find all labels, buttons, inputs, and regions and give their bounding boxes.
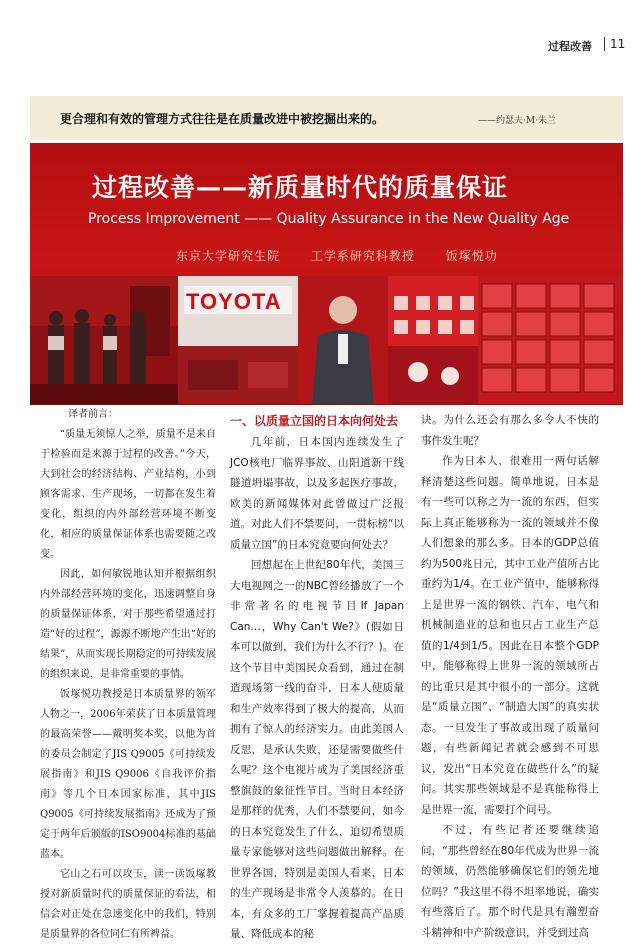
body-column-2 xyxy=(230,410,404,945)
body-paragraph: 回想起在上世纪80年代，美国三大电视网之一的NBC曾经播放了一个非常著名的电视节目If Japan Can…，Why Can't We?》(假如日本可以做到，我们为什么不行？)。在这个节目中美国民众看到，通过在制造现场第一线的奋斗，日本人使质量和生产效率得到了极大的提高，从而拥有了惊人的经济实力。由此美国人反思，是承认失败，还是需要做些什么呢？这个电视片成为了美国经济重整旗鼓的象征性节目。当时日本经济是那样的优秀，人们不禁要问，如今的日本究竟发生了什么，迫切希望质量专家能够对这些问题做出解释。在世界各国，特别是美国人看来，日本的生产现场是非常令人羡慕的。在日本，有众多的工厂掌握着提高产品质量、降低成本的秘 xyxy=(230,559,404,940)
body-paragraph: 作为日本人，很难用一两句话解释清楚这些问题。简单地说，日本是有一些可以称之为一流的东西，但实际上真正能够称为一流的领域并不像人们想象的那么多。日本的GDP总值约为500兆日元，其中工业产值所占比重约为1/4。在工业产值中，能够称得上是世界一流的钢铁、汽车、电气和机械制造业的总和也只占工业生产总值的1/4到1/5。因此在日本整个GDP中，能够称得上世界一流的领域所占的比重只是其中很小的一部分。这就是“质量立国”、“制造大国”的真实状态。一旦发生了事故或出现了质量问题，有些新闻记者就会感到不可思议，发出“日本究竟在做些什么”的疑问。其实那些领域是不是真能称得上是世界一流，需要打个问号。 xyxy=(421,455,599,816)
packaged-goods-photo xyxy=(478,276,623,404)
production-line-photo xyxy=(388,276,478,404)
preface-paragraph: “质量无须惊人之举，质量不是来自于检验而是来源于过程的改善。”今天，大到社会的经济结构、产业结构，小到顾客需求、生产现场，一切都在发生着变化，组织的内外部经营环境不断变化，相应的质量保证体系也需要随之改变。 xyxy=(40,429,216,560)
factory-visit-photo xyxy=(30,276,178,404)
epigraph-quote: 更合理和有效的管理方式往往是在质量改进中被挖掘出来的。 xyxy=(60,112,385,126)
preface-label: 译者前言： xyxy=(68,409,118,420)
running-header-section: 过程改善 xyxy=(548,40,592,53)
photo-collage xyxy=(30,276,623,404)
body-paragraph: 不过，有些记者还要继续追问，“那些曾经在80年代成为世界一流的领域，仍然能够确保它们的领先地位吗？”我这里不得不坦率地说，确实有些落后了。那个时代是具有瀚塑奋斗精神和中产阶级意识，并受到过高 xyxy=(421,824,599,939)
page-number: 11 xyxy=(610,37,626,51)
preface-paragraph: 饭塚悦功教授是日本质量界的领军人物之一，2006年荣获了日本质量管理的最高荣誉——戴明奖本奖，以他为首的委员会制定了JIS Q9005《可持续发展指南》和JIS Q9006《自我评价指南》等几个日本国家标准，其中JIS Q9005《可持续发展指南》还成为了预定于两年后颁版的ISO9004标准的基础蓝本。 xyxy=(40,689,216,860)
toyota-logo: TOYOTA xyxy=(186,289,282,314)
header-divider xyxy=(604,37,605,51)
businessman-photo xyxy=(298,276,388,404)
translator-preface xyxy=(40,405,216,945)
body-column-3 xyxy=(421,410,599,943)
author-byline xyxy=(176,247,524,264)
preface-paragraph: 它山之石可以攻玉，读一读饭塚教授对新质量时代的质量保证的看法，相信会对正处在急速变化中的我们，特别是质量界的各位同仁有所裨益。 xyxy=(40,869,216,940)
author-affiliation: 东京大学研究生院 xyxy=(176,249,281,263)
body-paragraph: 诀。为什么还会有那么多令人不快的事件发生呢？ xyxy=(421,414,599,447)
body-paragraph: 几年前，日本国内连续发生了JCO核电厂临界事故、山阳道新干线隧道坍塌事故，以及多起医疗事故，欧美的新闻媒体对此曾做过广泛报道。对此人们不禁要问，一贯标榜“以质量立国”的日本究竟要向何处去？ xyxy=(230,436,404,551)
epigraph-author: ——约瑟夫·M·朱兰 xyxy=(478,116,556,126)
section-heading: 一、以质量立国的日本向何处去 xyxy=(230,414,399,428)
preface-paragraph: 因此，如何敏锐地认知并根据组织内外部经营环境的变化，迅速调整自身的质量保证体系，对于那些希望通过打造“好的过程”，源源不断地产生出“好的结果”，从而实现长期稳定的可持续发展的组织来说，是非常重要的事情。 xyxy=(40,569,216,680)
author-title: 工学系研究科教授 xyxy=(310,249,415,263)
author-name: 饭塚悦功 xyxy=(445,249,498,263)
article-subtitle: Process Improvement —— Quality Assurance in the New Quality Age xyxy=(88,211,570,227)
article-title: 过程改善——新质量时代的质量保证 xyxy=(92,173,509,202)
